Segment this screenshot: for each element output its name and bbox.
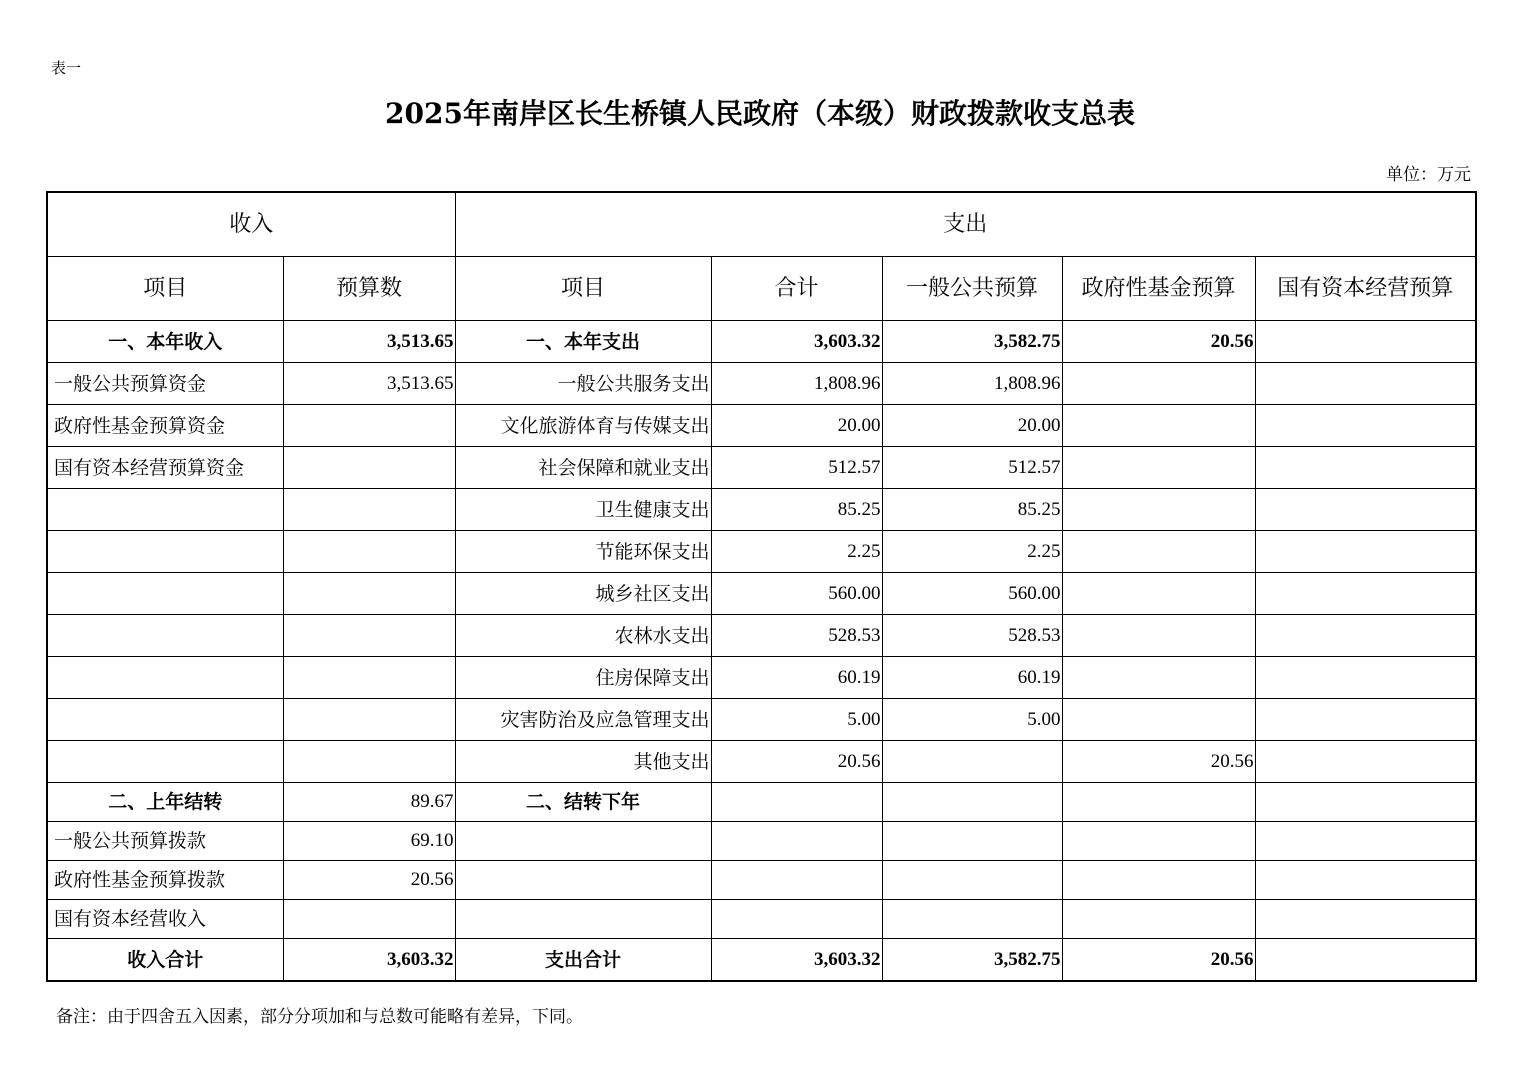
income-item-header: 项目 xyxy=(47,257,283,321)
general-value: 3,582.75 xyxy=(882,321,1062,363)
income-value xyxy=(283,615,455,657)
income-item: 政府性基金预算拨款 xyxy=(47,861,283,900)
income-value: 3,513.65 xyxy=(283,321,455,363)
expense-item: 一般公共服务支出 xyxy=(455,363,711,405)
gov-fund-value xyxy=(1062,489,1255,531)
income-item xyxy=(47,741,283,783)
total-value: 1,808.96 xyxy=(711,363,882,405)
table-row xyxy=(47,900,1476,939)
state-capital-value xyxy=(1255,939,1476,982)
expense-item: 其他支出 xyxy=(455,741,711,783)
expense-item: 节能环保支出 xyxy=(455,531,711,573)
expense-item: 住房保障支出 xyxy=(455,657,711,699)
gov-fund-value xyxy=(1062,822,1255,861)
total-value: 5.00 xyxy=(711,699,882,741)
income-item: 政府性基金预算资金 xyxy=(47,405,283,447)
gov-fund-value xyxy=(1062,699,1255,741)
general-value: 85.25 xyxy=(882,489,1062,531)
total-value xyxy=(711,900,882,939)
total-value xyxy=(711,861,882,900)
gov-fund-value xyxy=(1062,405,1255,447)
state-capital-value xyxy=(1255,363,1476,405)
general-value xyxy=(882,861,1062,900)
table-row xyxy=(47,615,1476,657)
page-title: 2025年南岸区长生桥镇人民政府（本级）财政拨款收支总表 xyxy=(385,97,1135,130)
income-item xyxy=(47,615,283,657)
expense-item: 城乡社区支出 xyxy=(455,573,711,615)
total-value: 3,603.32 xyxy=(711,321,882,363)
general-value: 60.19 xyxy=(882,657,1062,699)
state-capital-value xyxy=(1255,657,1476,699)
total-value: 85.25 xyxy=(711,489,882,531)
table-row xyxy=(47,489,1476,531)
income-item: 国有资本经营预算资金 xyxy=(47,447,283,489)
expense-item: 农林水支出 xyxy=(455,615,711,657)
table-row xyxy=(47,699,1476,741)
income-value xyxy=(283,405,455,447)
total-value: 512.57 xyxy=(711,447,882,489)
income-value: 89.67 xyxy=(283,783,455,822)
total-value: 20.56 xyxy=(711,741,882,783)
gov-fund-value xyxy=(1062,573,1255,615)
income-item: 一、本年收入 xyxy=(47,321,283,363)
total-value: 3,603.32 xyxy=(711,939,882,982)
general-value xyxy=(882,900,1062,939)
table-row xyxy=(47,363,1476,405)
income-item xyxy=(47,531,283,573)
table-row xyxy=(47,573,1476,615)
gov-fund-value: 20.56 xyxy=(1062,939,1255,982)
total-header: 合计 xyxy=(711,257,882,321)
expense-header: 支出 xyxy=(455,192,1476,257)
gov-fund-value xyxy=(1062,783,1255,822)
table-row xyxy=(47,861,1476,900)
income-value: 69.10 xyxy=(283,822,455,861)
total-value: 60.19 xyxy=(711,657,882,699)
total-value xyxy=(711,822,882,861)
general-value: 1,808.96 xyxy=(882,363,1062,405)
gov-fund-value: 20.56 xyxy=(1062,321,1255,363)
total-value xyxy=(711,783,882,822)
state-capital-value xyxy=(1255,447,1476,489)
general-value: 20.00 xyxy=(882,405,1062,447)
income-item: 国有资本经营收入 xyxy=(47,900,283,939)
state-capital-header: 国有资本经营预算 xyxy=(1255,257,1476,321)
income-value xyxy=(283,699,455,741)
income-header: 收入 xyxy=(47,192,455,257)
general-value: 512.57 xyxy=(882,447,1062,489)
income-item: 一般公共预算资金 xyxy=(47,363,283,405)
table-number: 表一 xyxy=(51,59,82,77)
total-value: 20.00 xyxy=(711,405,882,447)
income-total-value: 3,603.32 xyxy=(283,939,455,982)
income-item: 二、上年结转 xyxy=(47,783,283,822)
gov-fund-value xyxy=(1062,861,1255,900)
state-capital-value xyxy=(1255,321,1476,363)
unit-label: 单位：万元 xyxy=(1386,165,1471,185)
totals-row xyxy=(47,939,1476,982)
expense-item-header: 项目 xyxy=(455,257,711,321)
state-capital-value xyxy=(1255,783,1476,822)
state-capital-value xyxy=(1255,405,1476,447)
income-total-label: 收入合计 xyxy=(47,939,283,982)
expense-item: 灾害防治及应急管理支出 xyxy=(455,699,711,741)
general-value: 528.53 xyxy=(882,615,1062,657)
total-value: 560.00 xyxy=(711,573,882,615)
table-row xyxy=(47,657,1476,699)
table-row xyxy=(47,783,1476,822)
gov-fund-value xyxy=(1062,531,1255,573)
gov-fund-value xyxy=(1062,615,1255,657)
general-value xyxy=(882,822,1062,861)
income-budget-header: 预算数 xyxy=(283,257,455,321)
general-value xyxy=(882,741,1062,783)
table-row xyxy=(47,741,1476,783)
state-capital-value xyxy=(1255,615,1476,657)
table-row xyxy=(47,405,1476,447)
expense-total-label: 支出合计 xyxy=(455,939,711,982)
expense-item xyxy=(455,861,711,900)
table-row xyxy=(47,447,1476,489)
footnote: 备注：由于四舍五入因素，部分分项加和与总数可能略有差异，下同。 xyxy=(56,1007,583,1027)
gov-fund-value: 20.56 xyxy=(1062,741,1255,783)
gov-fund-value xyxy=(1062,363,1255,405)
general-value: 3,582.75 xyxy=(882,939,1062,982)
expense-item: 一、本年支出 xyxy=(455,321,711,363)
income-value xyxy=(283,900,455,939)
header-row-2 xyxy=(47,257,1476,321)
income-value: 3,513.65 xyxy=(283,363,455,405)
expense-item: 文化旅游体育与传媒支出 xyxy=(455,405,711,447)
general-value xyxy=(882,783,1062,822)
gov-fund-header: 政府性基金预算 xyxy=(1062,257,1255,321)
expense-item: 卫生健康支出 xyxy=(455,489,711,531)
state-capital-value xyxy=(1255,822,1476,861)
income-value xyxy=(283,489,455,531)
gov-fund-value xyxy=(1062,900,1255,939)
gov-fund-value xyxy=(1062,447,1255,489)
header-row-1 xyxy=(47,192,1476,257)
expense-item: 二、结转下年 xyxy=(455,783,711,822)
expense-item xyxy=(455,822,711,861)
state-capital-value xyxy=(1255,741,1476,783)
state-capital-value xyxy=(1255,489,1476,531)
income-value xyxy=(283,531,455,573)
state-capital-value xyxy=(1255,900,1476,939)
state-capital-value xyxy=(1255,861,1476,900)
income-item xyxy=(47,573,283,615)
state-capital-value xyxy=(1255,573,1476,615)
expense-item xyxy=(455,900,711,939)
state-capital-value xyxy=(1255,531,1476,573)
income-item xyxy=(47,699,283,741)
table-row xyxy=(47,321,1476,363)
budget-table xyxy=(46,191,1477,982)
income-item xyxy=(47,489,283,531)
income-value xyxy=(283,447,455,489)
general-value: 5.00 xyxy=(882,699,1062,741)
state-capital-value xyxy=(1255,699,1476,741)
total-value: 2.25 xyxy=(711,531,882,573)
income-value xyxy=(283,657,455,699)
table-row xyxy=(47,822,1476,861)
total-value: 528.53 xyxy=(711,615,882,657)
general-value: 560.00 xyxy=(882,573,1062,615)
table-row xyxy=(47,531,1476,573)
gov-fund-value xyxy=(1062,657,1255,699)
income-value xyxy=(283,573,455,615)
income-value xyxy=(283,741,455,783)
income-item xyxy=(47,657,283,699)
expense-item: 社会保障和就业支出 xyxy=(455,447,711,489)
general-value: 2.25 xyxy=(882,531,1062,573)
general-budget-header: 一般公共预算 xyxy=(882,257,1062,321)
income-item: 一般公共预算拨款 xyxy=(47,822,283,861)
income-value: 20.56 xyxy=(283,861,455,900)
